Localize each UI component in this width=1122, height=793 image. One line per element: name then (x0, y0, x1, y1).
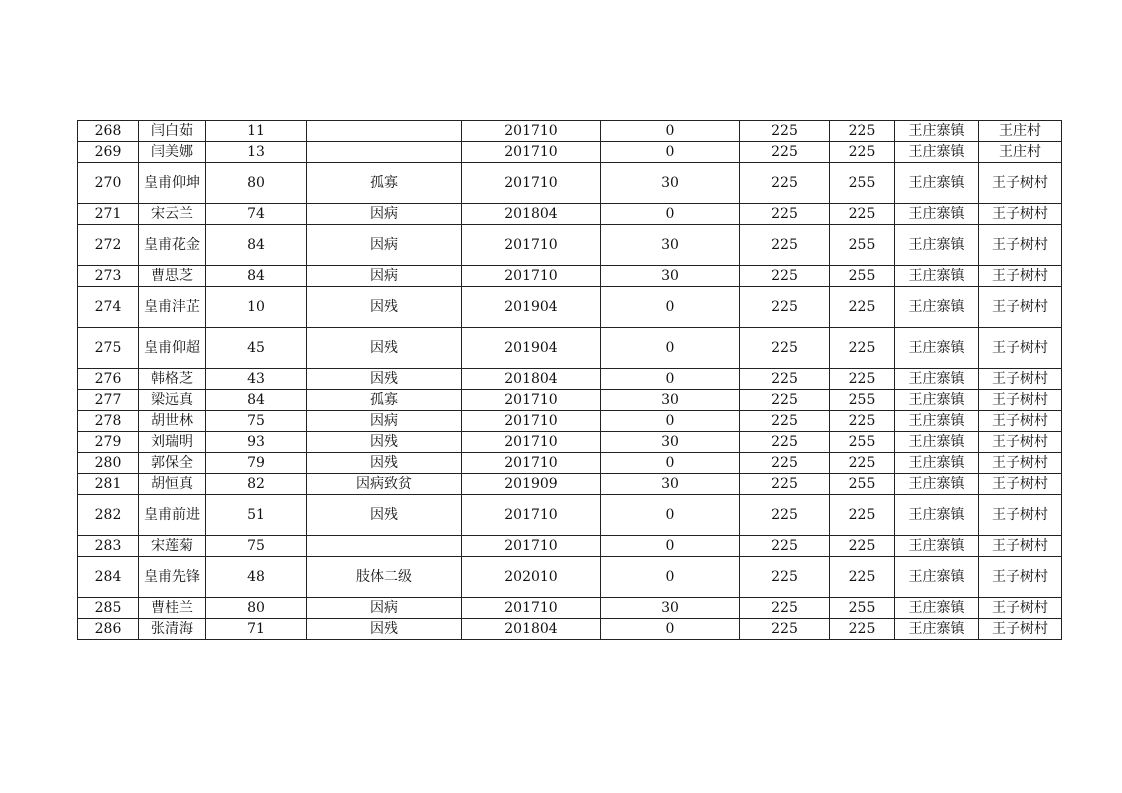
cell-age: 71 (206, 619, 307, 640)
table-row (78, 557, 1062, 598)
cell-town: 王庄寨镇 (895, 536, 979, 557)
cell-extra-amount: 0 (601, 328, 740, 369)
cell-row-number: 268 (78, 121, 139, 142)
cell-age: 75 (206, 411, 307, 432)
cell-row-number: 279 (78, 432, 139, 453)
cell-total-amount: 225 (830, 536, 895, 557)
cell-base-amount: 225 (740, 328, 830, 369)
cell-row-number: 285 (78, 598, 139, 619)
cell-village: 王子树村 (979, 536, 1062, 557)
cell-row-number: 281 (78, 474, 139, 495)
cell-village: 王子树村 (979, 369, 1062, 390)
cell-total-amount: 255 (830, 598, 895, 619)
cell-person-name: 宋云兰 (139, 204, 206, 225)
cell-total-amount: 225 (830, 328, 895, 369)
cell-town: 王庄寨镇 (895, 163, 979, 204)
cell-extra-amount: 0 (601, 204, 740, 225)
table-row (78, 266, 1062, 287)
cell-age: 48 (206, 557, 307, 598)
cell-base-amount: 225 (740, 474, 830, 495)
cell-base-amount: 225 (740, 557, 830, 598)
cell-row-number: 269 (78, 142, 139, 163)
cell-base-amount: 225 (740, 432, 830, 453)
cell-person-name: 韩格芝 (139, 369, 206, 390)
cell-total-amount: 225 (830, 619, 895, 640)
cell-reason: 肢体二级 (307, 557, 462, 598)
cell-start-date: 201904 (462, 287, 601, 328)
cell-extra-amount: 0 (601, 142, 740, 163)
cell-start-date: 201710 (462, 163, 601, 204)
cell-total-amount: 255 (830, 390, 895, 411)
table-row (78, 287, 1062, 328)
cell-person-name: 皇甫前进 (139, 495, 206, 536)
cell-row-number: 270 (78, 163, 139, 204)
cell-base-amount: 225 (740, 453, 830, 474)
cell-person-name: 皇甫仰坤 (139, 163, 206, 204)
cell-reason: 因残 (307, 453, 462, 474)
cell-base-amount: 225 (740, 225, 830, 266)
cell-extra-amount: 0 (601, 619, 740, 640)
cell-village: 王子树村 (979, 474, 1062, 495)
cell-start-date: 201804 (462, 204, 601, 225)
cell-village: 王子树村 (979, 225, 1062, 266)
cell-base-amount: 225 (740, 536, 830, 557)
cell-total-amount: 225 (830, 369, 895, 390)
cell-reason: 因病 (307, 225, 462, 266)
cell-start-date: 201710 (462, 495, 601, 536)
cell-total-amount: 225 (830, 495, 895, 536)
cell-town: 王庄寨镇 (895, 225, 979, 266)
cell-town: 王庄寨镇 (895, 328, 979, 369)
cell-total-amount: 255 (830, 474, 895, 495)
cell-reason: 孤寡 (307, 163, 462, 204)
cell-total-amount: 225 (830, 287, 895, 328)
cell-total-amount: 255 (830, 225, 895, 266)
cell-village: 王子树村 (979, 453, 1062, 474)
table-row (78, 204, 1062, 225)
cell-person-name: 张清海 (139, 619, 206, 640)
cell-base-amount: 225 (740, 369, 830, 390)
cell-reason: 因残 (307, 287, 462, 328)
cell-age: 79 (206, 453, 307, 474)
cell-village: 王子树村 (979, 163, 1062, 204)
cell-person-name: 刘瑞明 (139, 432, 206, 453)
cell-total-amount: 225 (830, 453, 895, 474)
cell-age: 82 (206, 474, 307, 495)
cell-base-amount: 225 (740, 619, 830, 640)
cell-base-amount: 225 (740, 142, 830, 163)
cell-extra-amount: 0 (601, 536, 740, 557)
cell-base-amount: 225 (740, 495, 830, 536)
cell-age: 84 (206, 266, 307, 287)
cell-extra-amount: 0 (601, 121, 740, 142)
cell-extra-amount: 0 (601, 495, 740, 536)
cell-age: 84 (206, 390, 307, 411)
cell-row-number: 278 (78, 411, 139, 432)
cell-age: 11 (206, 121, 307, 142)
cell-village: 王子树村 (979, 204, 1062, 225)
cell-age: 10 (206, 287, 307, 328)
table-row (78, 163, 1062, 204)
cell-age: 93 (206, 432, 307, 453)
cell-person-name: 皇甫仰超 (139, 328, 206, 369)
cell-reason: 因病 (307, 266, 462, 287)
cell-extra-amount: 30 (601, 474, 740, 495)
cell-person-name: 梁远真 (139, 390, 206, 411)
table-row (78, 369, 1062, 390)
cell-start-date: 201909 (462, 474, 601, 495)
cell-row-number: 272 (78, 225, 139, 266)
cell-start-date: 201710 (462, 225, 601, 266)
cell-base-amount: 225 (740, 121, 830, 142)
cell-person-name: 胡世林 (139, 411, 206, 432)
cell-row-number: 284 (78, 557, 139, 598)
cell-person-name: 皇甫先锋 (139, 557, 206, 598)
cell-town: 王庄寨镇 (895, 453, 979, 474)
cell-extra-amount: 30 (601, 266, 740, 287)
cell-town: 王庄寨镇 (895, 287, 979, 328)
cell-total-amount: 255 (830, 163, 895, 204)
cell-person-name: 胡恒真 (139, 474, 206, 495)
table-body (78, 121, 1062, 640)
cell-start-date: 201710 (462, 432, 601, 453)
cell-age: 75 (206, 536, 307, 557)
table-row (78, 598, 1062, 619)
cell-village: 王子树村 (979, 495, 1062, 536)
cell-age: 51 (206, 495, 307, 536)
cell-reason: 因病致贫 (307, 474, 462, 495)
cell-extra-amount: 30 (601, 432, 740, 453)
cell-total-amount: 255 (830, 432, 895, 453)
cell-total-amount: 225 (830, 557, 895, 598)
cell-reason: 因残 (307, 495, 462, 536)
cell-row-number: 283 (78, 536, 139, 557)
cell-reason (307, 121, 462, 142)
table-row (78, 142, 1062, 163)
cell-person-name: 皇甫花金 (139, 225, 206, 266)
cell-total-amount: 225 (830, 121, 895, 142)
cell-total-amount: 225 (830, 142, 895, 163)
cell-age: 84 (206, 225, 307, 266)
cell-row-number: 271 (78, 204, 139, 225)
cell-town: 王庄寨镇 (895, 121, 979, 142)
cell-reason (307, 142, 462, 163)
cell-base-amount: 225 (740, 411, 830, 432)
table-row (78, 225, 1062, 266)
cell-extra-amount: 0 (601, 557, 740, 598)
cell-reason: 因病 (307, 204, 462, 225)
cell-row-number: 286 (78, 619, 139, 640)
table-row (78, 453, 1062, 474)
cell-age: 80 (206, 163, 307, 204)
cell-village: 王子树村 (979, 432, 1062, 453)
cell-row-number: 280 (78, 453, 139, 474)
cell-person-name: 宋莲菊 (139, 536, 206, 557)
cell-person-name: 曹思芝 (139, 266, 206, 287)
cell-age: 43 (206, 369, 307, 390)
cell-village: 王子树村 (979, 287, 1062, 328)
cell-total-amount: 255 (830, 266, 895, 287)
cell-town: 王庄寨镇 (895, 432, 979, 453)
cell-start-date: 201710 (462, 411, 601, 432)
table-row (78, 536, 1062, 557)
cell-base-amount: 225 (740, 204, 830, 225)
cell-base-amount: 225 (740, 390, 830, 411)
cell-reason (307, 536, 462, 557)
cell-extra-amount: 30 (601, 598, 740, 619)
cell-village: 王子树村 (979, 328, 1062, 369)
cell-extra-amount: 0 (601, 287, 740, 328)
cell-row-number: 274 (78, 287, 139, 328)
cell-age: 80 (206, 598, 307, 619)
cell-age: 13 (206, 142, 307, 163)
cell-base-amount: 225 (740, 266, 830, 287)
cell-town: 王庄寨镇 (895, 142, 979, 163)
cell-total-amount: 225 (830, 204, 895, 225)
cell-reason: 因病 (307, 411, 462, 432)
cell-start-date: 201710 (462, 453, 601, 474)
table-row (78, 121, 1062, 142)
cell-extra-amount: 30 (601, 390, 740, 411)
cell-age: 74 (206, 204, 307, 225)
cell-total-amount: 225 (830, 411, 895, 432)
cell-start-date: 201710 (462, 598, 601, 619)
cell-age: 45 (206, 328, 307, 369)
beneficiary-table (77, 120, 1062, 640)
cell-town: 王庄寨镇 (895, 495, 979, 536)
cell-village: 王子树村 (979, 266, 1062, 287)
table-row (78, 495, 1062, 536)
cell-start-date: 201710 (462, 266, 601, 287)
cell-reason: 孤寡 (307, 390, 462, 411)
table-row (78, 619, 1062, 640)
cell-reason: 因残 (307, 619, 462, 640)
cell-town: 王庄寨镇 (895, 598, 979, 619)
cell-village: 王庄村 (979, 121, 1062, 142)
cell-extra-amount: 0 (601, 369, 740, 390)
cell-start-date: 201710 (462, 121, 601, 142)
cell-extra-amount: 30 (601, 163, 740, 204)
cell-extra-amount: 0 (601, 411, 740, 432)
cell-person-name: 闫美娜 (139, 142, 206, 163)
cell-town: 王庄寨镇 (895, 390, 979, 411)
table-row (78, 328, 1062, 369)
cell-village: 王子树村 (979, 411, 1062, 432)
cell-row-number: 275 (78, 328, 139, 369)
cell-extra-amount: 0 (601, 453, 740, 474)
cell-reason: 因残 (307, 432, 462, 453)
cell-village: 王子树村 (979, 390, 1062, 411)
cell-village: 王庄村 (979, 142, 1062, 163)
cell-base-amount: 225 (740, 287, 830, 328)
cell-town: 王庄寨镇 (895, 619, 979, 640)
cell-person-name: 郭保全 (139, 453, 206, 474)
cell-town: 王庄寨镇 (895, 411, 979, 432)
cell-start-date: 201710 (462, 536, 601, 557)
cell-person-name: 皇甫沣芷 (139, 287, 206, 328)
cell-person-name: 闫白茹 (139, 121, 206, 142)
cell-base-amount: 225 (740, 163, 830, 204)
cell-row-number: 282 (78, 495, 139, 536)
cell-row-number: 273 (78, 266, 139, 287)
table-row (78, 474, 1062, 495)
cell-reason: 因病 (307, 598, 462, 619)
cell-row-number: 276 (78, 369, 139, 390)
cell-village: 王子树村 (979, 557, 1062, 598)
cell-start-date: 201710 (462, 142, 601, 163)
cell-start-date: 201710 (462, 390, 601, 411)
table-row (78, 390, 1062, 411)
table-row (78, 411, 1062, 432)
cell-start-date: 201904 (462, 328, 601, 369)
cell-start-date: 201804 (462, 369, 601, 390)
cell-base-amount: 225 (740, 598, 830, 619)
cell-town: 王庄寨镇 (895, 266, 979, 287)
cell-reason: 因残 (307, 369, 462, 390)
cell-extra-amount: 30 (601, 225, 740, 266)
cell-town: 王庄寨镇 (895, 204, 979, 225)
cell-village: 王子树村 (979, 619, 1062, 640)
cell-start-date: 201804 (462, 619, 601, 640)
cell-town: 王庄寨镇 (895, 557, 979, 598)
cell-reason: 因残 (307, 328, 462, 369)
cell-village: 王子树村 (979, 598, 1062, 619)
cell-row-number: 277 (78, 390, 139, 411)
cell-person-name: 曹桂兰 (139, 598, 206, 619)
cell-town: 王庄寨镇 (895, 474, 979, 495)
table-row (78, 432, 1062, 453)
cell-town: 王庄寨镇 (895, 369, 979, 390)
cell-start-date: 202010 (462, 557, 601, 598)
